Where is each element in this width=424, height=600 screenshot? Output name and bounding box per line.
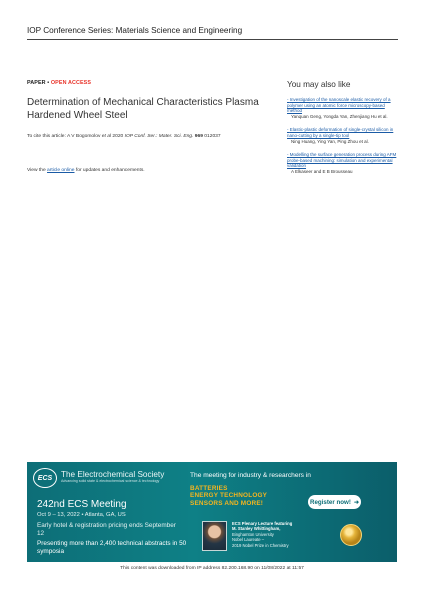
topic-item: ENERGY TECHNOLOGY: [190, 492, 268, 500]
journal-title: IOP Conference Series: Materials Science and Engineering: [27, 24, 398, 40]
related-list: [287, 97, 399, 175]
meeting-name: 242nd ECS Meeting: [37, 499, 127, 510]
abstracts-note: Presenting more than 2,400 technical abstracts in 50 symposia: [37, 540, 187, 555]
paper-badge: PAPER: [27, 80, 46, 86]
topic-item: BATTERIES: [190, 485, 228, 492]
related-link[interactable]: - Investigation of the nanoscale elastic recovery of a polymer using an atomic force microscopy-based method: [287, 97, 399, 114]
list-item: [287, 97, 399, 119]
article-info: [27, 80, 277, 173]
cite-prefix: To cite this article: A V Bogomolov: [27, 134, 102, 139]
lecture-prize: 2019 Nobel Prize in Chemistry: [232, 542, 289, 548]
cite-number: 012037: [202, 134, 221, 139]
lecture-affiliation: Binghamton University: [232, 531, 274, 537]
related-authors: Yanquan Geng, Yongda Yan, Zhenjiang Hu et al.: [291, 113, 388, 119]
nobel-medal-icon: [340, 524, 362, 546]
society-line-1: The Electrochemical Society: [61, 470, 165, 479]
banner-left: [27, 462, 187, 562]
cite-year: 2020: [111, 134, 125, 139]
speaker-portrait: [202, 521, 227, 551]
topic-item: SENSORS AND MORE!: [190, 499, 264, 507]
view-online-line: [27, 168, 277, 173]
badge-separator: •: [47, 80, 50, 86]
meeting-tagline: The meeting for industry & researchers in: [190, 472, 311, 479]
download-note: This content was downloaded from IP address 82.200.168.90 on 11/08/2022 at 11:57: [120, 566, 304, 571]
society-line-2: Advancing solid state & electrochemical science & technology: [61, 479, 160, 483]
open-access-badge: OPEN ACCESS: [50, 80, 92, 86]
citation: [27, 134, 277, 139]
article-online-link[interactable]: article online: [47, 168, 75, 173]
list-item: [287, 152, 399, 174]
arrow-right-icon: ➜: [353, 499, 359, 506]
lecture-speaker: M. Stanley Whittingham,: [232, 526, 281, 532]
article-title: Determination of Mechanical Characteristics Plasma Hardened Wheel Steel: [27, 97, 259, 121]
early-registration: Early hotel & registration pricing ends September 12: [37, 522, 176, 537]
register-label: Register now!: [310, 498, 351, 506]
article-badges: [27, 80, 277, 86]
related-link[interactable]: - Modelling the surface generation process during AFM probe-based machining: simulation and experimental validation: [287, 152, 399, 169]
topic-list: [190, 485, 267, 507]
plenary-lecture: [232, 521, 322, 548]
cite-journal: IOP Conf. Ser.: Mater. Sci. Eng.: [124, 134, 194, 139]
related-authors: A Elkaseer and E B Brousseau: [291, 168, 353, 174]
cite-etal: et al: [101, 134, 112, 139]
view-prefix: View the: [27, 168, 48, 173]
meeting-dates: Oct 9 – 13, 2022 • Atlanta, GA, US: [37, 512, 126, 518]
list-item: [287, 127, 399, 144]
related-sidebar: [287, 80, 399, 183]
banner-right: [190, 462, 397, 562]
related-link[interactable]: - Elastic-plastic deformation of single-crystal silicon in nano-cutting by a single-tip tool: [287, 127, 399, 138]
cite-volume: 969: [194, 134, 203, 139]
lecture-award: Nobel Laureate –: [232, 537, 265, 543]
ecs-meeting-banner[interactable]: [27, 462, 397, 562]
sidebar-heading: You may also like: [287, 80, 351, 89]
view-suffix: for updates and enhancements.: [74, 168, 145, 173]
lecture-title: ECS Plenary Lecture featuring: [232, 521, 293, 526]
ecs-logo-icon: ECS: [33, 468, 57, 488]
society-name: [61, 470, 181, 483]
register-now-button[interactable]: [308, 495, 361, 509]
related-authors: Ning Huang, Ying Yan, Ping Zhou et al.: [291, 138, 369, 144]
